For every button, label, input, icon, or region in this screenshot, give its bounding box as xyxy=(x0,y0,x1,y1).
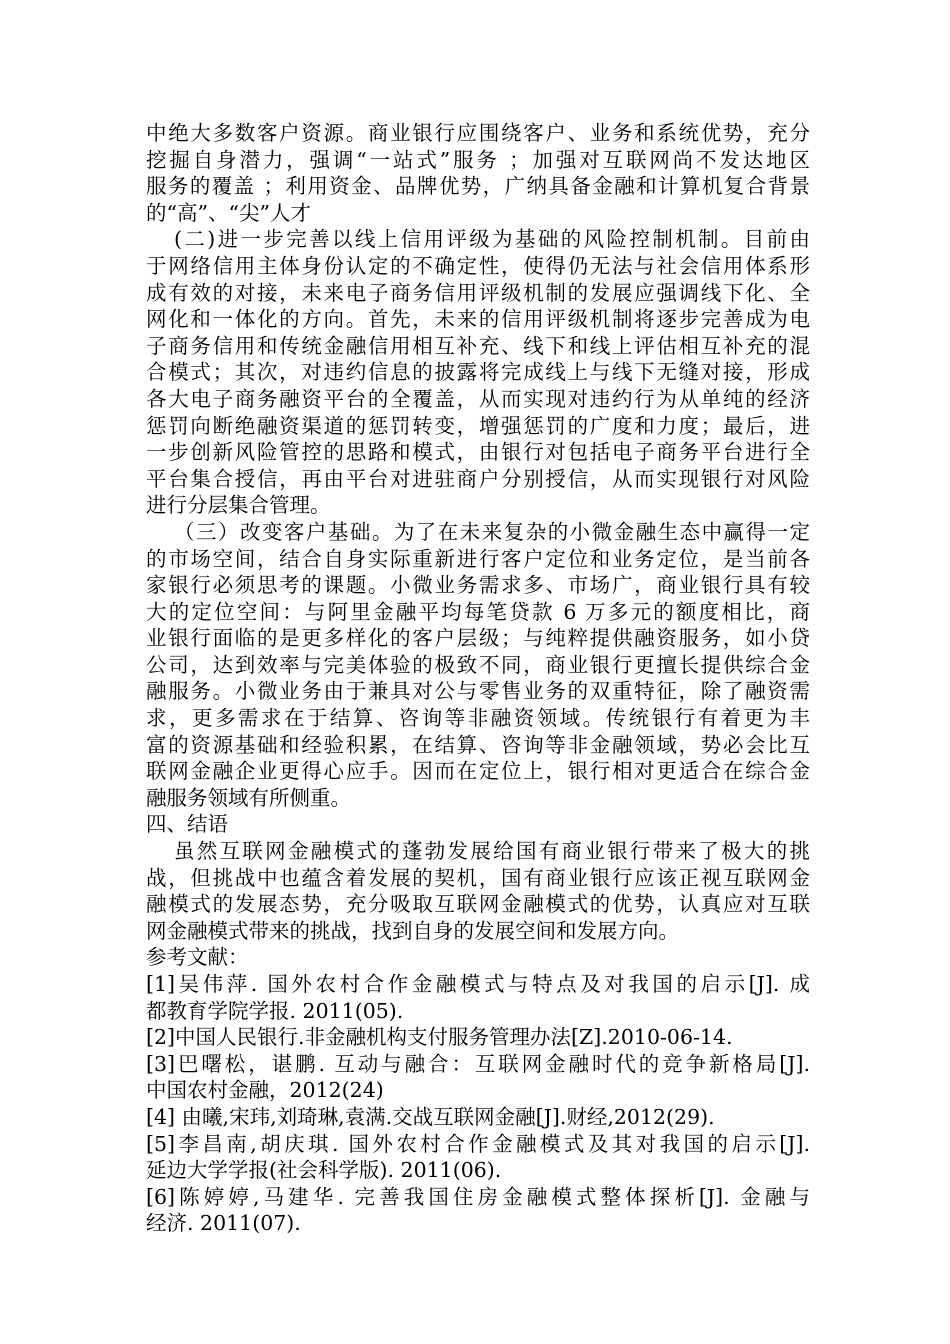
para-conclusion xyxy=(146,838,810,944)
text-line: 都教育学院学报. 2011(05). xyxy=(146,998,404,1023)
text-line: 网金融模式带来的挑战，找到自身的发展空间和发展方向。 xyxy=(146,918,679,943)
reference-3 xyxy=(146,1051,810,1104)
text-line: 战，但挑战中也蕴含着发展的契机，国有商业银行应该正视互联网金 xyxy=(146,865,810,890)
text-line: [5]李昌南,胡庆琪. 国外农村合作金融模式及其对我国的启示[J]. xyxy=(146,1131,810,1156)
text-line: 经济. 2011(07). xyxy=(146,1211,301,1236)
text-line: 求，更多需求在于结算、咨询等非融资领域。传统银行有着更为丰 xyxy=(146,706,810,731)
text-line: 一步创新风险管控的思路和模式，由银行对包括电子商务平台进行全 xyxy=(146,440,810,465)
text-line: 合模式；其次，对违约信息的披露将完成线上与线下无缝对接，形成 xyxy=(146,360,810,385)
text-line: 进行分层集合管理。 xyxy=(146,493,331,518)
text-line: 公司，达到效率与完美体验的极致不同，商业银行更擅长提供综合金 xyxy=(146,652,810,677)
reference-6 xyxy=(146,1184,810,1237)
document-page xyxy=(146,120,810,1237)
text-line: （三）改变客户基础。为了在未来复杂的小微金融生态中赢得一定 xyxy=(174,519,810,544)
text-line: 的“高”、“尖”人才 xyxy=(146,200,311,225)
text-line: 成有效的对接，未来电子商务信用评级机制的发展应强调线下化、全 xyxy=(146,280,810,305)
para-continued-strategy xyxy=(146,120,810,226)
text-line: 中国农村金融，2012(24) xyxy=(146,1078,384,1103)
text-line: 惩罚向断绝融资渠道的惩罚转变，增强惩罚的广度和力度；最后，进 xyxy=(146,413,810,438)
text-line: 中绝大多数客户资源。商业银行应围绕客户、业务和系统优势，充分 xyxy=(146,121,810,145)
text-line: 各大电子商务融资平台的全覆盖，从而实现对违约行为从单纯的经济 xyxy=(146,386,810,411)
references-heading xyxy=(146,944,810,971)
text-line: 的市场空间，结合自身实际重新进行客户定位和业务定位，是当前各 xyxy=(146,546,810,571)
text-line: 平台集合授信，再由平台对进驻商户分别授信，从而实现银行对风险 xyxy=(146,466,810,491)
text-line: 子商务信用和传统金融信用相互补充、线下和线上评估相互补充的混 xyxy=(146,333,810,358)
text-line: [3]巴曙松，谌鹏. 互动与融合：互联网金融时代的竞争新格局[J]. xyxy=(146,1051,810,1076)
text-line: [6]陈婷婷,马建华. 完善我国住房金融模式整体探析[J]. 金融与 xyxy=(146,1184,810,1209)
text-line: 于网络信用主体身份认定的不确定性，使得仍无法与社会信用体系形 xyxy=(146,253,810,278)
reference-1 xyxy=(146,971,810,1024)
text-line: [1]吴伟萍. 国外农村合作金融模式与特点及对我国的启示[J]. 成 xyxy=(146,972,810,996)
reference-4 xyxy=(146,1104,810,1131)
text-line: [2]中国人民银行.非金融机构支付服务管理办法[Z].2010-06-14. xyxy=(146,1025,733,1050)
text-line: 虽然互联网金融模式的蓬勃发展给国有商业银行带来了极大的挑 xyxy=(174,839,810,864)
reference-5 xyxy=(146,1131,810,1184)
text-line: 延边大学学报(社会科学版). 2011(06). xyxy=(146,1158,502,1183)
text-line: 大的定位空间：与阿里金融平均每笔贷款 6 万多元的额度相比，商 xyxy=(146,599,810,624)
text-line: 融服务。小微业务由于兼具对公与零售业务的双重特征，除了融资需 xyxy=(146,679,810,704)
text-line: 联网金融企业更得心应手。因而在定位上，银行相对更适合在综合金 xyxy=(146,759,810,784)
text-line: 业银行面临的是更多样化的客户层级；与纯粹提供融资服务，如小贷 xyxy=(146,626,810,651)
text-line: 参考文献： xyxy=(146,945,249,970)
text-line: 服务的覆盖 ；利用资金、品牌优势，广纳具备金融和计算机复合背景 xyxy=(146,174,810,199)
para-risk-control xyxy=(146,226,810,519)
text-line: 挖掘自身潜力，强调“一站式”服务 ；加强对互联网尚不发达地区 xyxy=(146,147,810,172)
text-line: 四、结语 xyxy=(146,812,228,837)
section-heading-conclusion xyxy=(146,811,810,838)
text-line: (二)进一步完善以线上信用评级为基础的风险控制机制。目前由 xyxy=(174,227,810,252)
text-line: 融模式的发展态势，充分吸取互联网金融模式的优势，认真应对互联 xyxy=(146,892,810,917)
text-line: 家银行必须思考的课题。小微业务需求多、市场广，商业银行具有较 xyxy=(146,573,810,598)
text-line: [4] 由曦,宋玮,刘琦琳,袁满.交战互联网金融[J].财经,2012(29). xyxy=(146,1104,715,1129)
reference-2 xyxy=(146,1024,810,1051)
text-line: 网化和一体化的方向。首先，未来的信用评级机制将逐步完善成为电 xyxy=(146,307,810,332)
text-line: 富的资源基础和经验积累，在结算、咨询等非金融领域，势必会比互 xyxy=(146,732,810,757)
text-line: 融服务领域有所侧重。 xyxy=(146,785,351,810)
para-customer-base xyxy=(146,519,810,812)
